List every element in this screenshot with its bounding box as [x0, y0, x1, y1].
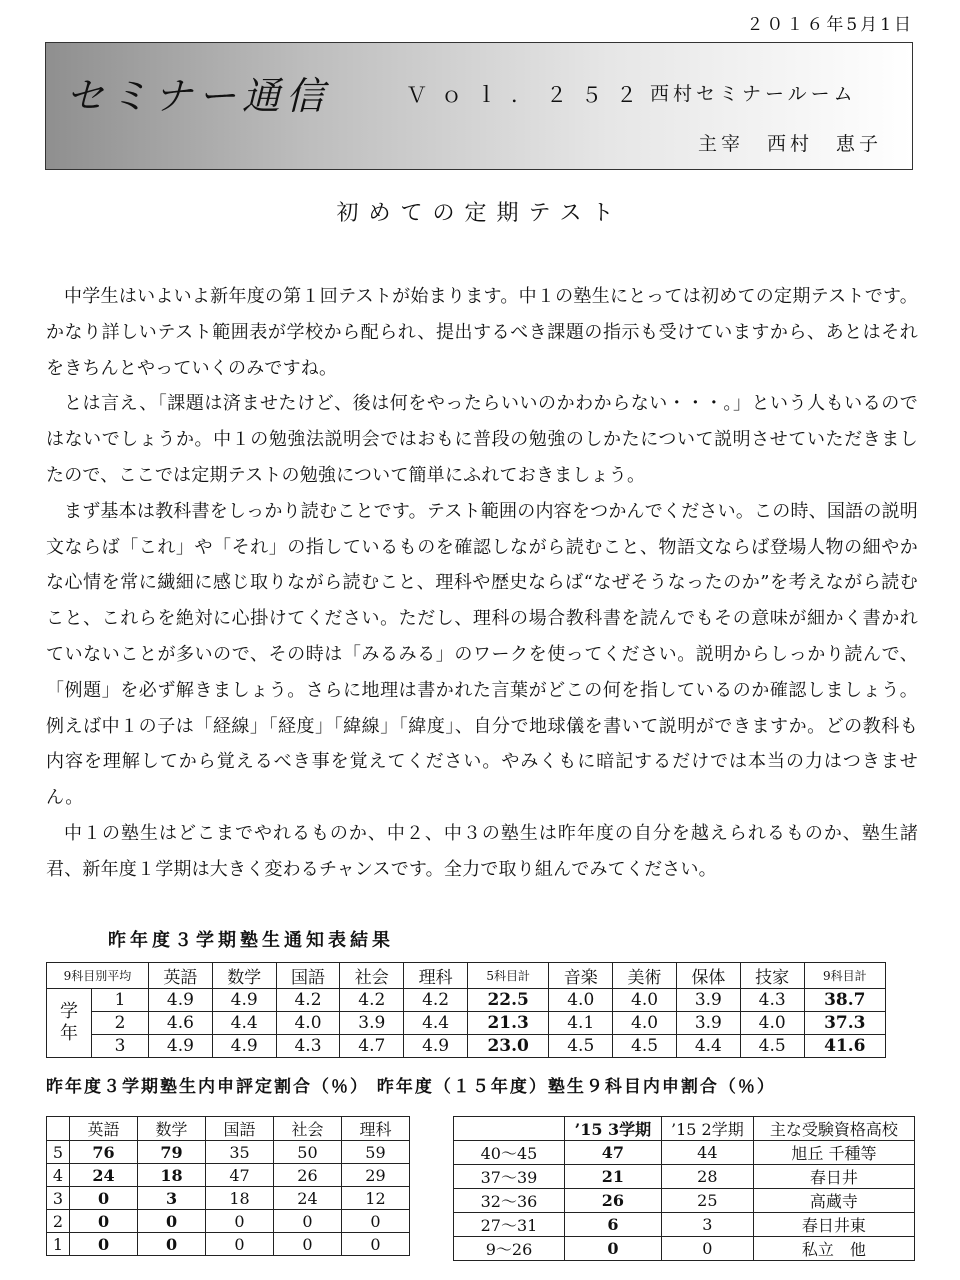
- paragraph: 中１の塾生はどこまでやれるものか、中２、中３の塾生は昨年度の自分を越えられるものか、塾生諸君、新年度１学期は大きく変わるチャンスです。全力で取り組んでみてください。: [46, 822, 918, 880]
- row-label: 9～26: [454, 1237, 565, 1261]
- table-cell: 0: [341, 1210, 409, 1233]
- grades-table-title: 昨年度３学期塾生通知表結果: [108, 930, 394, 951]
- table-cell: 0: [661, 1237, 753, 1261]
- section-titles: [46, 1072, 926, 1097]
- table-row: [454, 1165, 915, 1189]
- table-row: [47, 1210, 410, 1233]
- newsletter-title: セミナー通信: [66, 74, 331, 118]
- table-row: [47, 989, 886, 1012]
- table-cell: 4.5: [613, 1035, 677, 1058]
- table-cell: 0: [70, 1210, 138, 1233]
- table-cell: 0: [70, 1187, 138, 1210]
- table-cell: 春日井東: [753, 1213, 914, 1237]
- table-cell: 4.2: [276, 989, 340, 1012]
- row-label: 1: [47, 1233, 70, 1256]
- row-label: 27～31: [454, 1213, 565, 1237]
- table-cell: 0: [273, 1233, 341, 1256]
- table-cell: 38.7: [804, 989, 885, 1012]
- table-cell: 4.4: [676, 1035, 740, 1058]
- issue-date: ２０１６年5月1日: [746, 15, 914, 35]
- row-label: 37～39: [454, 1165, 565, 1189]
- table-cell: 4.0: [276, 1012, 340, 1035]
- table-cell: 37.3: [804, 1012, 885, 1035]
- table-cell: 私立 他: [753, 1237, 914, 1261]
- row-label: 1: [92, 989, 149, 1012]
- table-cell: 0: [565, 1237, 662, 1261]
- table-cell: 50: [273, 1141, 341, 1164]
- newsletter-header: [45, 42, 913, 170]
- table-cell: 41.6: [804, 1035, 885, 1058]
- table-cell: 6: [565, 1213, 662, 1237]
- column-header: 社会: [340, 963, 404, 989]
- paragraph: 中学生はいよいよ新年度の第１回テストが始まります。中１の塾生にとっては初めての定期テストです。かなり詳しいテスト範囲表が学校から配られ、提出するべき課題の指示も受けていますから、あとはそれをきちんとやっていくのみですね。: [46, 286, 918, 379]
- table-cell: 4.5: [740, 1035, 804, 1058]
- table-cell: 35: [206, 1141, 274, 1164]
- table-cell: 12: [341, 1187, 409, 1210]
- table-row: [454, 1237, 915, 1261]
- table-corner: [47, 1117, 70, 1141]
- table-cell: 21.3: [467, 1012, 548, 1035]
- column-header: 理科: [404, 963, 468, 989]
- table-cell: 4.2: [340, 989, 404, 1012]
- table-cell: 26: [273, 1164, 341, 1187]
- table-cell: 0: [70, 1233, 138, 1256]
- row-group-label: [47, 989, 92, 1058]
- table-header-row: [47, 963, 886, 989]
- table-cell: 23.0: [467, 1035, 548, 1058]
- table-cell: 3.9: [676, 1012, 740, 1035]
- table-cell: 0: [341, 1233, 409, 1256]
- paragraph: まず基本は教科書をしっかり読むことです。テスト範囲の内容をつかんでください。この時、国語の説明文ならば「これ」や「それ」の指しているものを確認しながら読むこと、物語文ならば登場人物の細やかな心情を常に繊細に感じ取りながら読むこと、理科や歴史ならば“なぜそうなったのか”を考えながら読むこと、これらを絶対に心掛けてください。ただし、理科の場合教科書を読んでもその意味が細かく書かれていないことが多いので、その時は「みるみる」のワークを使ってください。説明からしっかり読んで、「例題」を必ず解きましょう。さらに地理は書かれた言葉がどこの何を指しているのか確認しましょう。例えば中１の子は「経線」「経度」「緯線」「緯度」、自分で地球儀を書いて説明ができますか。どの教科も内容を理解してから覚えるべき事を覚えてください。やみくもに暗記するだけでは本当の力はつきません。: [46, 500, 918, 809]
- row-label: 3: [92, 1035, 149, 1058]
- column-header: 英語: [70, 1117, 138, 1141]
- table-cell: 28: [661, 1165, 753, 1189]
- table-row: [454, 1213, 915, 1237]
- column-header: ’15 3学期: [565, 1117, 662, 1141]
- column-header: 理科: [341, 1117, 409, 1141]
- table-cell: 4.9: [404, 1035, 468, 1058]
- column-header: 音楽: [549, 963, 613, 989]
- column-header: 国語: [206, 1117, 274, 1141]
- row-label: 32～36: [454, 1189, 565, 1213]
- table-cell: 24: [273, 1187, 341, 1210]
- table-cell: 4.0: [740, 1012, 804, 1035]
- table-row: [454, 1141, 915, 1165]
- table-row: [47, 1187, 410, 1210]
- table-cell: 47: [565, 1141, 662, 1165]
- column-header: 保体: [676, 963, 740, 989]
- table-cell: 22.5: [467, 989, 548, 1012]
- table-cell: 4.6: [149, 1012, 213, 1035]
- table-cell: 0: [206, 1210, 274, 1233]
- table-cell: 76: [70, 1141, 138, 1164]
- table-cell: 4.4: [404, 1012, 468, 1035]
- table-cell: 4.9: [149, 1035, 213, 1058]
- table-cell: 4.1: [549, 1012, 613, 1035]
- table-cell: 3: [138, 1187, 206, 1210]
- column-header: 9科目計: [804, 963, 885, 989]
- table-row: [47, 1012, 886, 1035]
- table-cell: 18: [138, 1164, 206, 1187]
- table-cell: 21: [565, 1165, 662, 1189]
- table-corner: [454, 1117, 565, 1141]
- column-header: 技家: [740, 963, 804, 989]
- column-header: 数学: [212, 963, 276, 989]
- table-cell: 26: [565, 1189, 662, 1213]
- table-cell: 4.5: [549, 1035, 613, 1058]
- table-row: [47, 1035, 886, 1058]
- distribution-table: [453, 1116, 915, 1261]
- ratio-table-title: 昨年度３学期塾生内申評定割合（％）: [46, 1077, 369, 1097]
- row-group-text: 学年: [60, 1001, 78, 1044]
- row-label: 4: [47, 1164, 70, 1187]
- article-body: [46, 279, 918, 888]
- column-header: 美術: [613, 963, 677, 989]
- table-cell: 4.9: [149, 989, 213, 1012]
- volume-number: Ｖｏｌ．２５２: [406, 83, 651, 107]
- table-cell: 4.2: [404, 989, 468, 1012]
- table-cell: 0: [138, 1210, 206, 1233]
- column-header: 社会: [273, 1117, 341, 1141]
- table-corner: 9科目別平均: [47, 963, 149, 989]
- column-header: 英語: [149, 963, 213, 989]
- column-header: ’15 2学期: [661, 1117, 753, 1141]
- table-cell: 4.3: [276, 1035, 340, 1058]
- table-cell: 0: [206, 1233, 274, 1256]
- table-cell: 4.4: [212, 1012, 276, 1035]
- grades-table: [46, 962, 886, 1058]
- row-label: 3: [47, 1187, 70, 1210]
- table-cell: 3.9: [676, 989, 740, 1012]
- table-cell: 47: [206, 1164, 274, 1187]
- table-row: [454, 1189, 915, 1213]
- author-name: 主宰 西村 恵子: [698, 133, 883, 155]
- row-label: 40～45: [454, 1141, 565, 1165]
- table-cell: 4.7: [340, 1035, 404, 1058]
- table-cell: 旭丘 千種等: [753, 1141, 914, 1165]
- table-cell: 3: [661, 1213, 753, 1237]
- table-cell: 44: [661, 1141, 753, 1165]
- table-row: [47, 1141, 410, 1164]
- table-row: [47, 1164, 410, 1187]
- table-cell: 4.0: [549, 989, 613, 1012]
- table-cell: 25: [661, 1189, 753, 1213]
- table-cell: 高蔵寺: [753, 1189, 914, 1213]
- row-label: 2: [92, 1012, 149, 1035]
- table-cell: 0: [138, 1233, 206, 1256]
- dist-table-title: 昨年度（１５年度）塾生９科目内申割合（％）: [376, 1077, 776, 1097]
- organization-name: 西村セミナールーム: [650, 83, 857, 105]
- ratio-table: [46, 1116, 410, 1256]
- table-cell: 3.9: [340, 1012, 404, 1035]
- table-cell: 24: [70, 1164, 138, 1187]
- table-row: [47, 1233, 410, 1256]
- table-cell: 4.0: [613, 989, 677, 1012]
- table-cell: 4.9: [212, 1035, 276, 1058]
- table-cell: 29: [341, 1164, 409, 1187]
- table-header-row: [47, 1117, 410, 1141]
- table-cell: 18: [206, 1187, 274, 1210]
- table-cell: 4.9: [212, 989, 276, 1012]
- column-header: 5科目計: [467, 963, 548, 989]
- row-label: 2: [47, 1210, 70, 1233]
- table-cell: 4.3: [740, 989, 804, 1012]
- column-header: 数学: [138, 1117, 206, 1141]
- column-header: 主な受験資格高校: [753, 1117, 914, 1141]
- table-cell: 59: [341, 1141, 409, 1164]
- paragraph: とは言え、「課題は済ませたけど、後は何をやったらいいのかわからない・・・。」という人もいるのではないでしょうか。中１の勉強法説明会ではおもに普段の勉強のしかたについて説明させていただきましたので、ここでは定期テストの勉強について簡単にふれておきましょう。: [46, 393, 918, 486]
- column-header: 国語: [276, 963, 340, 989]
- table-cell: 0: [273, 1210, 341, 1233]
- table-cell: 79: [138, 1141, 206, 1164]
- table-cell: 4.0: [613, 1012, 677, 1035]
- table-cell: 春日井: [753, 1165, 914, 1189]
- row-label: 5: [47, 1141, 70, 1164]
- article-title: 初めての定期テスト: [336, 201, 624, 226]
- table-header-row: [454, 1117, 915, 1141]
